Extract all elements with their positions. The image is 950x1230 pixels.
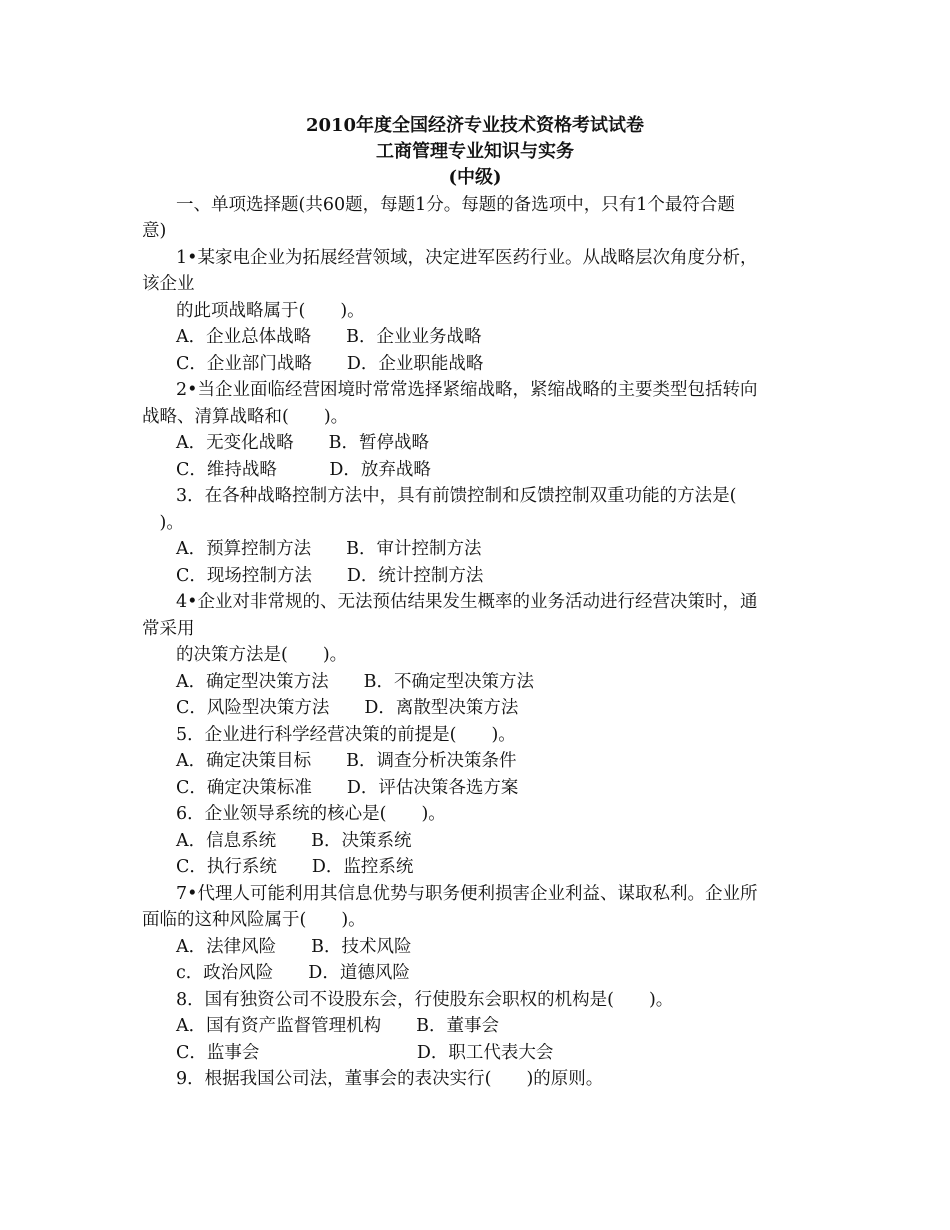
question-stem: 1•某家电企业为拓展经营领域，决定进军医药行业。从战略层次角度分析， bbox=[176, 248, 758, 268]
answer-options: A．无变化战略 B．暂停战略 bbox=[176, 433, 429, 453]
answer-options: C．执行系统 D．监控系统 bbox=[176, 857, 414, 877]
answer-options: C．风险型决策方法 D．离散型决策方法 bbox=[176, 698, 519, 718]
answer-options: C．监事会 D．职工代表大会 bbox=[176, 1043, 554, 1063]
question-stem: 3．在各种战略控制方法中，具有前馈控制和反馈控制双重功能的方法是( bbox=[176, 486, 737, 506]
question-stem: 常采用 bbox=[142, 619, 195, 639]
question-stem: 的决策方法是( )。 bbox=[176, 645, 348, 665]
answer-options: C．维持战略 D．放弃战略 bbox=[176, 460, 431, 480]
answer-options: A．信息系统 B．决策系统 bbox=[176, 831, 412, 851]
question-stem: 5．企业进行科学经营决策的前提是( )。 bbox=[176, 725, 516, 745]
exam-title: 2010年度全国经济专业技术资格考试试卷 bbox=[305, 115, 645, 136]
exam-subtitle: 工商管理专业知识与实务 bbox=[376, 141, 574, 162]
question-stem: 8．国有独资公司不设股东会，行使股东会职权的机构是( )。 bbox=[176, 990, 674, 1010]
exam-level: (中级) bbox=[448, 167, 502, 188]
question-stem: 面临的这种风险属于( )。 bbox=[142, 910, 366, 930]
question-stem: )。 bbox=[142, 513, 184, 533]
answer-options: c．政治风险 D．道德风险 bbox=[176, 963, 410, 983]
section-heading-continued: 意) bbox=[142, 221, 167, 241]
answer-options: C．企业部门战略 D．企业职能战略 bbox=[176, 354, 484, 374]
question-stem: 7•代理人可能利用其信息优势与职务便利损害企业利益、谋取私利。企业所 bbox=[176, 884, 758, 904]
section-heading: 一、单项选择题(共60题，每题1分。每题的备选项中，只有1个最符合题 bbox=[176, 195, 735, 215]
answer-options: A．预算控制方法 B．审计控制方法 bbox=[176, 539, 482, 559]
question-stem: 该企业 bbox=[142, 274, 195, 294]
answer-options: A．企业总体战略 B．企业业务战略 bbox=[176, 327, 482, 347]
answer-options: C．现场控制方法 D．统计控制方法 bbox=[176, 566, 484, 586]
question-stem: 战略、清算战略和( )。 bbox=[142, 407, 349, 427]
question-stem: 4•企业对非常规的、无法预估结果发生概率的业务活动进行经营决策时，通 bbox=[176, 592, 758, 612]
answer-options: C．确定决策标准 D．评估决策各选方案 bbox=[176, 778, 519, 798]
answer-options: A．确定决策目标 B．调查分析决策条件 bbox=[176, 751, 517, 771]
question-stem: 6．企业领导系统的核心是( )。 bbox=[176, 804, 446, 824]
question-stem: 2•当企业面临经营困境时常常选择紧缩战略，紧缩战略的主要类型包括转向 bbox=[176, 380, 758, 400]
question-stem: 的此项战略属于( )。 bbox=[176, 301, 365, 321]
answer-options: A．国有资产监督管理机构 B．董事会 bbox=[176, 1016, 499, 1036]
answer-options: A．法律风险 B．技术风险 bbox=[176, 937, 412, 957]
answer-options: A．确定型决策方法 B．不确定型决策方法 bbox=[176, 672, 534, 692]
question-stem: 9．根据我国公司法，董事会的表决实行( )的原则。 bbox=[176, 1069, 604, 1089]
